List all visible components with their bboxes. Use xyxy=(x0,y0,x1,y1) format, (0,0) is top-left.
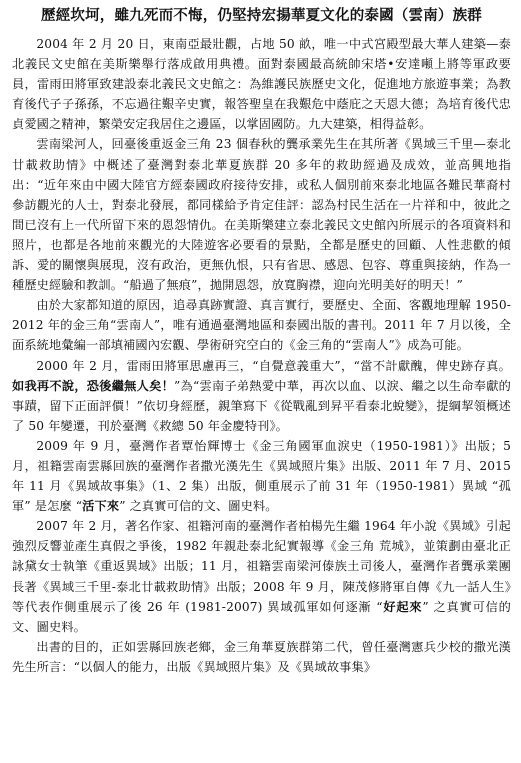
paragraph-text: ”為“雲南子弟熱愛中華，再次以血、以淚、繼之以生命奉獻的事蹟，留下正面評價！”依切身經歷，親筆寫下《從戰亂到昇平看泰北蛻變》，提綱挈領概述了 50 年變遷，刊於臺灣《救總 50 年金慶特刊》。 xyxy=(12,378,511,433)
paragraph-text: 由於大家都知道的原因，追尋真跡實證、真言實行，要歷史、全面、客觀地理解 1950-2012 年的金三角“雲南人”，唯有通過臺灣地區和泰國出版的書刊。2011 年 7 月以後，全面系統地彙編一部填補國內宏觀、學術研究空白的《金三角的“雲南人”》成為可能。 xyxy=(12,298,511,353)
paragraph-text: ” 之真實可信的文、圖史料。 xyxy=(12,599,512,634)
paragraph xyxy=(12,134,511,295)
emphasized-text: 如我再不說，恐後繼無人矣！ xyxy=(12,378,175,393)
paragraph xyxy=(12,295,511,355)
paragraph-text: 2004 年 2 月 20 日，東南亞最壯觀，占地 50 畝，唯一中式宮殿型最大華人建築—泰北義民文史館在美斯樂舉行落成啟用典禮。面對泰國最高統帥宋塔•安達噸上將等軍政要員，雷雨田將軍致建設泰北義民文史館之：為維護民族歷史文化，促進地方旅遊事業；為教育後代子子孫孫，不忘過往艱辛史實，報答聖皇在我艱危中蔭庇之天恩大德；為培育後代忠貞愛國之精神，繁榮安定我居住之邊區，以掌固國防。九大建築，相得益彰。 xyxy=(12,37,511,132)
article-body xyxy=(12,34,511,677)
paragraph-text: 2007 年 2 月，著名作家、祖籍河南的臺灣作者柏楊先生繼 1964 年小說《異域》引起強烈反響並產生真假之爭後，1982 年親赴泰北紀實報導《金三角 荒城》，並策劃由臺北正詠黛女士執筆《重返異域》出版；11 月，祖籍雲南梁河傣族土司後人，臺灣作者龔承業團長著《異域三千里-泰北廿載救助情》出版；2008 年 9 月，陳茂修將軍自傳《九一話人生》等代表作側重展示了後 26 年 (1981-2007) 異域孤軍如何逐漸 “ xyxy=(12,519,511,614)
paragraph xyxy=(12,356,511,436)
paragraph xyxy=(12,436,511,516)
paragraph-text: 出書的目的，正如雲縣回族老鄉，金三角華夏族群第二代，曾任臺灣憲兵少校的撒光漢先生所言：“以個人的能力，出版《異域照片集》及《異域故事集》 xyxy=(12,639,511,674)
paragraph-text: 2000 年 2 月，雷雨田將軍思慮再三，“自覺意義重大”，“當不計獻醜，俾史跡存真。 xyxy=(36,358,511,373)
article-title: 歷經坎坷，雖九死而不悔，仍堅持宏揚華夏文化的泰國（雲南）族群 xyxy=(41,8,482,24)
paragraph-text: 雲南梁河人，回臺後重返金三角 23 個春秋的龔承業先生在其所著《異域三千里—泰北廿載救助情》中概述了臺灣對泰北華夏族群 20 多年的救助經過及成效，並高興地指出：“近年來由中國大陸官方經泰國政府接待安排，或私人個別前來泰北地區各難民華裔村參訪觀光的人士，對泰北發展，都同樣給予肯定佳評：認為村民生活在一片祥和中，彼此之間已沒有上一代所留下來的恩怨情仇。在美斯樂建立泰北義民文史館內所展示的各項資料和照片，也都是各地前來觀光的大陸遊客必要看的景點，全都是歷史的回顧、人性悲歡的傾訴、愛的關懷與展現，沒有政治，更無仇恨，只有省思、感恩、包容、尊重與接納，作為一種歷史經驗和教訓。“船過了無痕”，拋開恩怨，放寬胸襟，迎向光明美好的明天！” xyxy=(12,137,511,293)
emphasized-text: 好起來 xyxy=(382,599,423,614)
emphasized-text: 活下來 xyxy=(82,499,120,514)
paragraph xyxy=(12,637,511,677)
paragraph-text: ” 之真實可信的文、圖史料。 xyxy=(119,499,278,514)
paragraph xyxy=(12,34,511,134)
paragraph xyxy=(12,516,511,637)
paragraph-text: 2009 年 9 月，臺灣作者覃怡輝博士《金三角國軍血淚史（1950-1981）》出版；5 月，祖籍雲南雲縣回族的臺灣作者撒光漢先生《異域照片集》出版、2011 年 7 月、2015 年 11 月《異域故事集》（1、2 集）出版，側重展示了前 31 年（1950-1981）異域 “孤軍” 是怎麼 “ xyxy=(12,438,511,514)
